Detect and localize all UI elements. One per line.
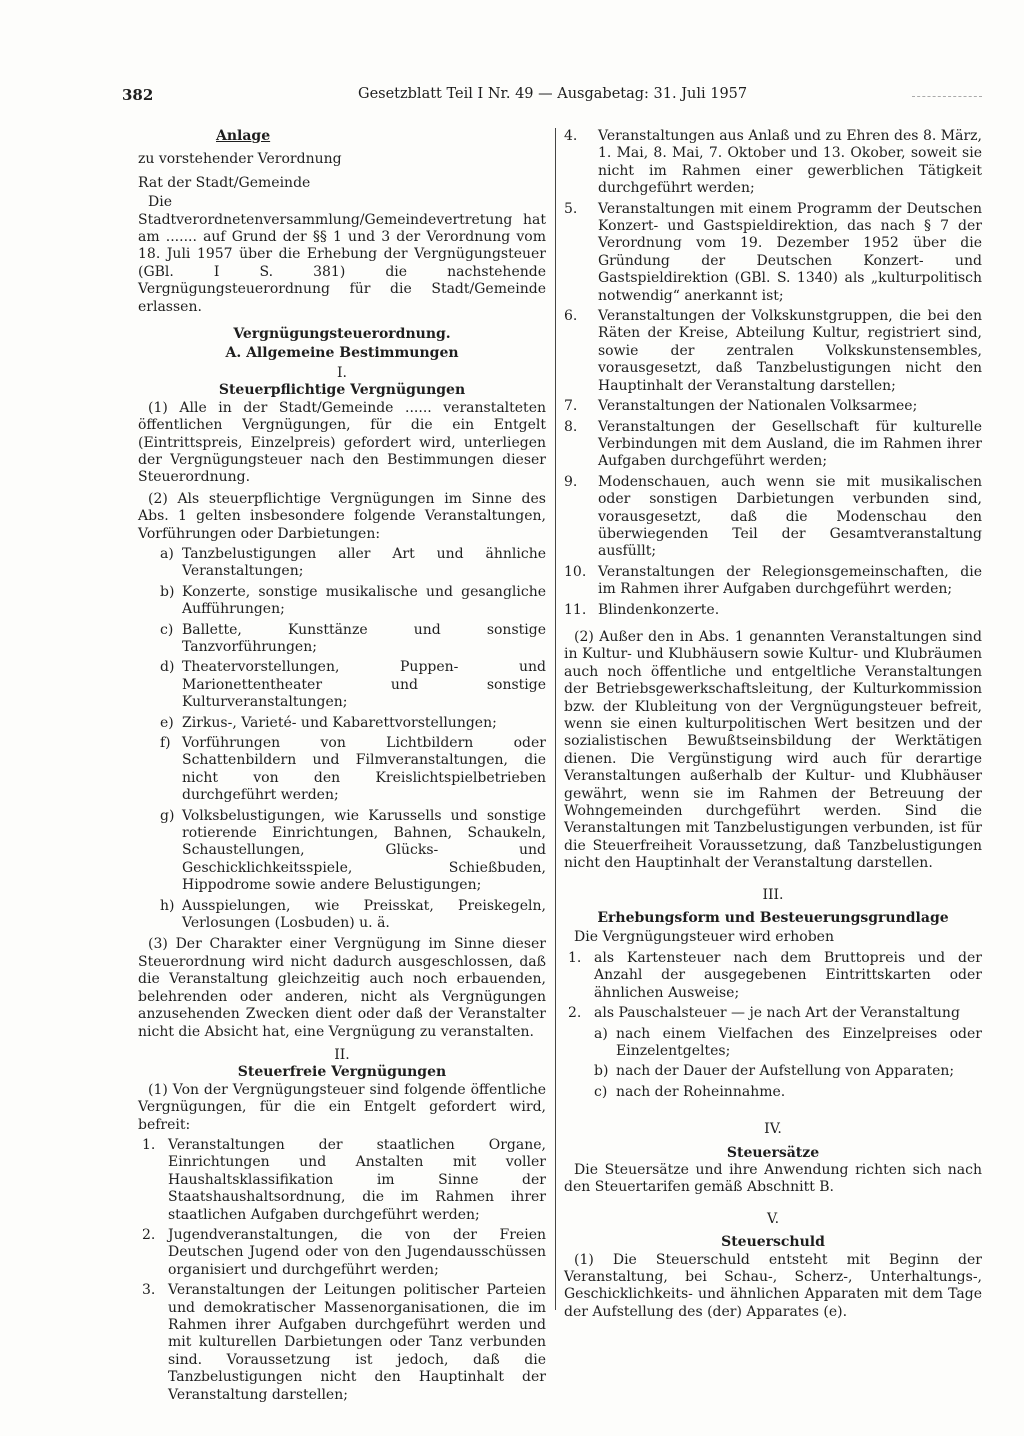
anlage-title: Anlage (216, 128, 271, 144)
rat-line: Rat der Stadt/Gemeinde (138, 174, 311, 191)
list-label: c) (594, 1083, 608, 1100)
list-text: Veranstaltungen der Gesellschaft für kulturelle Verbindungen mit dem Ausland, die im Rahmen ihrer Aufgaben durchgeführt werden; (598, 418, 982, 470)
list-item (138, 622, 546, 657)
list-item (138, 584, 546, 619)
list-text: Veranstaltungen der Leitungen politischer Parteien und demokratischer Massenorganisationen, die im Rahmen ihrer Aufgaben durchgeführt werden und mit kulturellen Darbietungen oder Tanz verbunden sind. Voraussetzung ist jedoch, daß die Tanzbelustigungen nicht den Hauptinhalt der Veranstaltung darstellen; (168, 1282, 546, 1403)
heading-4: Steuersätze (726, 1144, 820, 1161)
list-item (138, 659, 546, 711)
paragraph-8: (1) Die Steuerschuld entsteht mit Beginn der Veranstaltung, bei Schau-, Scherz-, Unterhaltungs-, Geschicklichkeits- und ähnlichen Apparaten mit dem Tage der Aufstellung des (der) Apparates (e). (564, 1251, 982, 1320)
list-text: nach der Dauer der Aufstellung von Apparaten; (616, 1063, 955, 1080)
paragraph-1: (1) Alle in der Stadt/Gemeinde ...... veranstalteten öffentlichen Vergnügungen, für die ein Entgelt (Eintrittspreis, Einzelpreis) gefordert wird, unterliegen der Vergnügungsteuer nach den Bestimmungen dieser Steuerordnung. (138, 399, 546, 486)
list-text: Veranstaltungen der Volkskunstgruppen, die bei den Räten der Kreise, Abteilung Kultur, registriert sind, sowie der zentralen Volkskunstensembles, vorausgesetzt, daß Tanzbelustigungen nicht den Hauptinhalt der Veranstaltung darstellen; (598, 308, 982, 394)
list-label: a) (160, 545, 174, 562)
list-text: Blindenkonzerte. (598, 601, 720, 618)
list-text: Veranstaltungen der staatlichen Organe, Einrichtungen und Anstalten mit voller Haushaltsklassifikation im Sinne der Staatshaushaltsordnung, die im Rahmen ihrer staatlichen Aufgaben durchgeführt werden; (168, 1136, 546, 1223)
list-label: 4. (564, 128, 578, 144)
page-header (122, 86, 982, 108)
list-item (564, 1005, 982, 1022)
list-item (564, 1084, 982, 1101)
list-item (564, 474, 982, 561)
list-label: 7. (564, 398, 578, 415)
list-text: Tanzbelustigungen aller Art und ähnliche Veranstaltungen; (182, 545, 546, 580)
list-label: 8. (564, 418, 578, 435)
heading-5: Steuerschuld (721, 1234, 825, 1251)
list-item (564, 564, 982, 599)
list-item (138, 1137, 546, 1224)
left-column (138, 128, 546, 1404)
list-label: 9. (564, 473, 578, 490)
list-label: a) (594, 1025, 608, 1042)
list-item (138, 546, 546, 581)
list-label: 6. (564, 308, 578, 325)
list-text: Zirkus-, Varieté- und Kabarettvorstellungen; (182, 714, 497, 731)
roman-1: I. (337, 364, 347, 381)
header-rule (912, 96, 982, 97)
intro-paragraph: Die Stadtverordnetenversammlung/Gemeindevertretung hat am ....... auf Grund der §§ 1 und 3 der Verordnung vom 18. Juli 1957 über die Erhebung der Vergnügungsteuer (GBl. I S. 381) die nachstehende Vergnügungsteuerordnung für die Stadt/Gemeinde erlassen. (138, 194, 546, 315)
list-label: 11. (564, 601, 587, 618)
list-label: 1. (142, 1136, 156, 1153)
ordnung-title: Vergnügungsteuerordnung. (233, 326, 451, 343)
list-label: g) (160, 807, 175, 824)
list-text: Modenschauen, auch wenn sie mit musikalischen oder sonstigen Darbietungen verbunden sind, vorausgesetzt, daß die Modenschau den überwiegenden Teil der Gesamtveranstaltung ausfüllt; (598, 473, 982, 560)
list-label: h) (160, 897, 175, 914)
right-column (564, 128, 982, 1321)
heading-2: Steuerfreie Vergnügungen (237, 1064, 447, 1081)
list-label: b) (160, 583, 175, 600)
list-item (564, 308, 982, 395)
list-item (564, 398, 982, 415)
gazette-title: Gesetzblatt Teil I Nr. 49 — Ausgabetag: 31. Juli 1957 (358, 86, 748, 102)
roman-2: II. (334, 1046, 350, 1063)
list-label: 5. (564, 200, 578, 217)
list-label: 3. (142, 1282, 156, 1299)
list-label: 10. (564, 563, 587, 580)
list-label: 1. (568, 949, 582, 966)
list-item (564, 602, 982, 619)
list-text: als Pauschalsteuer — je nach Art der Veranstaltung (594, 1005, 960, 1022)
list-text: nach einem Vielfachen des Einzelpreises oder Einzelentgeltes; (616, 1025, 982, 1059)
list-text: Konzerte, sonstige musikalische und gesangliche Aufführungen; (182, 583, 546, 618)
list-item (138, 735, 546, 805)
page-number: 382 (122, 86, 154, 104)
list-item (564, 419, 982, 471)
list-item (564, 1063, 982, 1080)
list-item (564, 950, 982, 1002)
list-text: Theatervorstellungen, Puppen- und Marionettentheater und sonstige Kulturveranstaltungen; (182, 659, 546, 711)
list-item (138, 715, 546, 732)
paragraph-7: Die Steuersätze und ihre Anwendung richten sich nach den Steuertarifen gemäß Abschnitt B. (564, 1161, 982, 1196)
list-text: Ausspielungen, wie Preisskat, Preiskegeln, Verlosungen (Losbuden) u. ä. (182, 897, 546, 932)
list-text: Veranstaltungen der Nationalen Volksarmee; (598, 398, 918, 415)
list-text: nach der Roheinnahme. (616, 1083, 786, 1100)
paragraph-5: (2) Außer den in Abs. 1 genannten Veranstaltungen sind in Kultur- und Klubhäusern sowie Kultur- und Klubräumen auch noch öffentliche und entgeltliche Veranstaltungen der Betriebsgewerkschaftsleitung, der Kulturkommission bzw. der Klubleitung von der Vergnügungsteuer befreit, wenn sie einen kulturpolitischen Wert besitzen und der sozialistischen Bewußtseinsbildung der Werktätigen dienen. Die Vergünstigung wird auch für derartige Veranstaltungen außerhalb der Kultur- und Klubhäuser gewährt, wenn sie im Rahmen der Betreuung der Wohngemeinden durchgeführt werden. Sind die Veranstaltungen mit Tanzbelustigungen verbunden, ist für die Steuerfreiheit Voraussetzung, daß Tanzbelustigungen nicht den Hauptinhalt der Veranstaltung darstellen. (564, 628, 982, 872)
list-label: e) (160, 714, 174, 731)
list-label: 2. (568, 1005, 582, 1022)
heading-3: Erhebungsform und Besteuerungsgrundlage (597, 910, 949, 927)
list-item (138, 1282, 546, 1404)
list-item (138, 808, 546, 895)
list-label: b) (594, 1063, 609, 1080)
list-label: d) (160, 659, 175, 676)
list-text: als Kartensteuer nach dem Bruttopreis und der Anzahl der ausgegebenen Eintrittskarten oder ähnlichen Ausweise; (594, 949, 982, 1001)
paragraph-3: (3) Der Charakter einer Vergnügung im Sinne dieser Steuerordnung wird nicht dadurch ausgeschlossen, daß die Veranstaltung gleichzeitig auch noch erbauenden, belehrenden oder anderen, nicht als Vergnügungen anzusehenden Zwecken dient oder daß der Veranstalter nicht die Absicht hat, eine Vergnügung zu veranstalten. (138, 936, 546, 1040)
paragraph-4: (1) Von der Vergnügungsteuer sind folgende öffentliche Vergnügungen, für die ein Entgelt gefordert wird, befreit: (138, 1081, 546, 1133)
list-label: f) (160, 735, 171, 751)
paragraph-2: (2) Als steuerpflichtige Vergnügungen im Sinne des Abs. 1 gelten insbesondere folgende Veranstaltungen, Vorführungen oder Darbietungen: (138, 490, 546, 542)
roman-3: III. (762, 886, 784, 903)
anlage-subtitle: zu vorstehender Verordnung (138, 151, 342, 168)
list-text: Veranstaltungen aus Anlaß und zu Ehren des 8. März, 1. Mai, 8. Mai, 7. Oktober und 13. Okober, soweit sie nicht im Rahmen einer gewerblichen Tätigkeit durchgeführt werden; (598, 128, 982, 197)
list-item (564, 1026, 982, 1061)
list-text: Ballette, Kunsttänze und sonstige Tanzvorführungen; (182, 621, 546, 655)
list-label: c) (160, 621, 174, 638)
heading-1: Steuerpflichtige Vergnügungen (218, 382, 466, 399)
section-a-title: A. Allgemeine Bestimmungen (225, 345, 459, 362)
roman-5: V. (766, 1210, 780, 1227)
roman-4: IV. (764, 1121, 782, 1138)
list-text: Vorführungen von Lichtbildern oder Schattenbildern und Filmveranstaltungen, die nicht von den Kreislichtspielbetrieben durchgeführt werden; (182, 735, 546, 804)
column-divider (555, 128, 556, 1310)
paragraph-6: Die Vergnügungsteuer wird erhoben (574, 929, 834, 946)
list-text: Veranstaltungen mit einem Programm der Deutschen Konzert- und Gastspieldirektion, das nach § 7 der Verordnung vom 19. Dezember 1952 über die Gründung der Deutschen Konzert- und Gastspieldirektion (GBl. S. 1340) als „kulturpolitisch notwendig“ anerkannt ist; (598, 200, 982, 304)
list-item (138, 898, 546, 933)
list-item (138, 1227, 546, 1279)
list-item (564, 128, 982, 198)
list-text: Jugendveranstaltungen, die von der Freien Deutschen Jugend oder von den Jugendausschüssen organisiert und durchgeführt werden; (168, 1226, 546, 1278)
list-label: 2. (142, 1226, 156, 1243)
list-text: Veranstaltungen der Relegionsgemeinschaften, die im Rahmen ihrer Aufgaben durchgeführt werden; (598, 563, 982, 598)
list-text: Volksbelustigungen, wie Karussells und sonstige rotierende Einrichtungen, Bahnen, Schaukeln, Schaustellungen, Glücks- und Geschicklichkeitsspiele, Schießbuden, Hippodrome sowie andere Belustigungen; (182, 807, 546, 894)
list-item (564, 201, 982, 305)
